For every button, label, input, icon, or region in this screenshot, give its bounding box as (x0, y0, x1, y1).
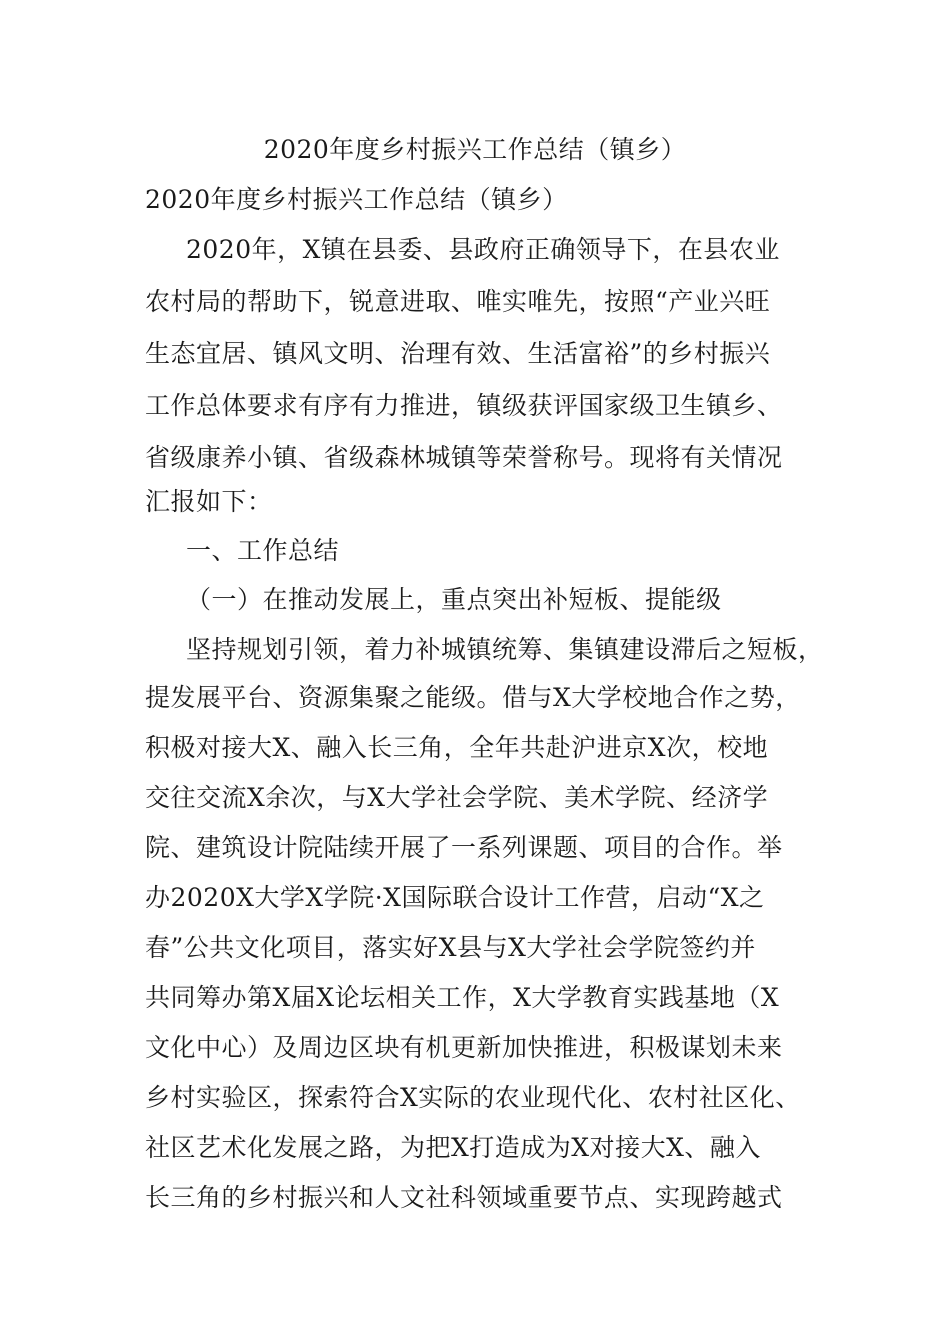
document-subtitle: 2020年度乡村振兴工作总结（镇乡） (145, 185, 568, 214)
body-line: 长三角的乡村振兴和人文社科领域重要节点、实现跨越式 (145, 1183, 783, 1212)
body-line: 提发展平台、资源集聚之能级。借与X大学校地合作之势， (145, 683, 801, 712)
body-line: 院、建筑设计院陆续开展了一系列课题、项目的合作。举 (145, 833, 783, 862)
intro-line: 2020年，X镇在县委、县政府正确领导下，在县农业 (186, 235, 780, 264)
intro-line: 农村局的帮助下，锐意进取、唯实唯先，按照“产业兴旺 (145, 287, 771, 316)
intro-line: 汇报如下： (145, 487, 273, 516)
intro-line: 省级康养小镇、省级森林城镇等荣誉称号。现将有关情况 (145, 443, 783, 472)
section-heading: 一、工作总结 (186, 536, 340, 565)
document-title: 2020年度乡村振兴工作总结（镇乡） (263, 135, 687, 164)
body-line: 共同筹办第X届X论坛相关工作，X大学教育实践基地（X (145, 983, 780, 1012)
body-line: 文化中心）及周边区块有机更新加快推进，积极谋划未来 (145, 1033, 783, 1062)
body-line: 社区艺术化发展之路，为把X打造成为X对接大X、融入 (145, 1133, 761, 1162)
body-line: 乡村实验区，探索符合X实际的农业现代化、农村社区化、 (145, 1083, 801, 1112)
body-line: 春”公共文化项目，落实好X县与X大学社会学院签约并 (145, 933, 756, 962)
body-line: 交往交流X余次，与X大学社会学院、美术学院、经济学 (145, 783, 769, 812)
body-line: 办2020X大学X学院·X国际联合设计工作营，启动“X之 (145, 883, 765, 912)
body-line: 积极对接大X、融入长三角，全年共赴沪进京X次，校地 (145, 733, 769, 762)
intro-line: 工作总体要求有序有力推进，镇级获评国家级卫生镇乡、 (145, 391, 783, 420)
subsection-heading: （一）在推动发展上，重点突出补短板、提能级 (186, 585, 722, 614)
body-line: 坚持规划引领，着力补城镇统筹、集镇建设滞后之短板， (186, 635, 824, 664)
intro-line: 生态宜居、镇风文明、治理有效、生活富裕”的乡村振兴 (145, 339, 771, 368)
